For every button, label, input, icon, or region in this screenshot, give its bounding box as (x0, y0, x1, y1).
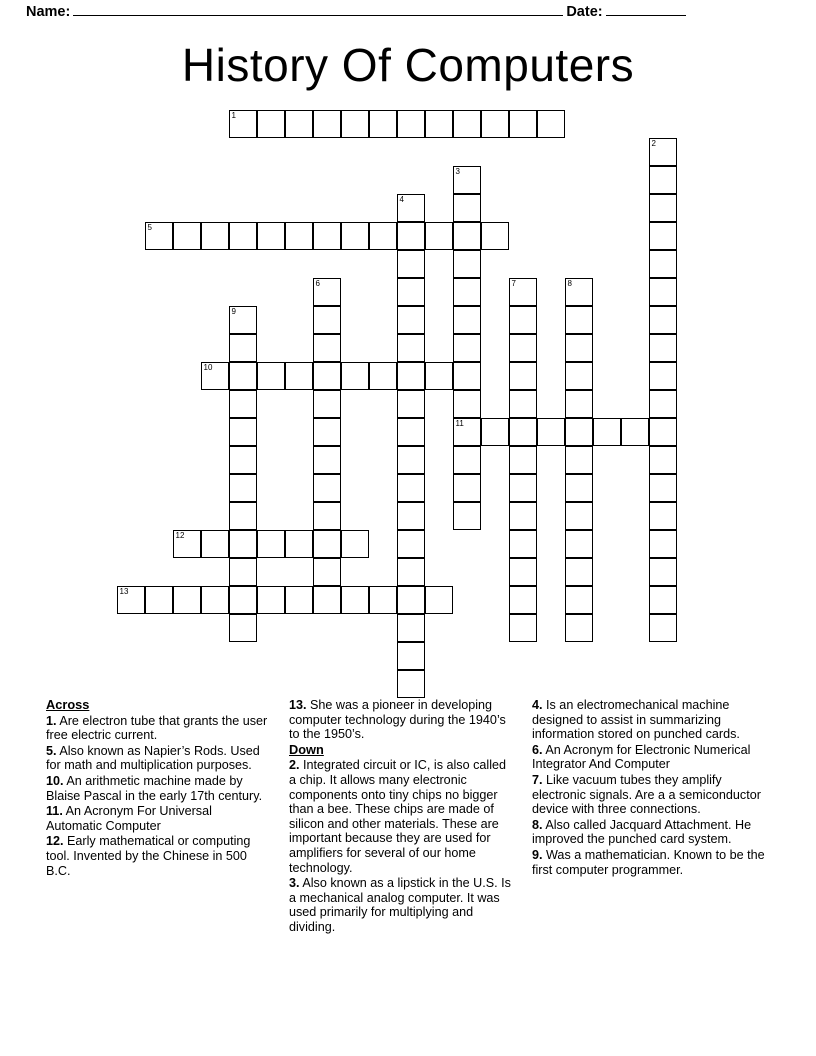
crossword-cell[interactable] (565, 474, 593, 502)
clue-text: An arithmetic machine made by Blaise Pascal in the early 17th century. (46, 773, 263, 803)
crossword-cell[interactable] (649, 278, 677, 306)
crossword-cell[interactable] (397, 390, 425, 418)
crossword-cell[interactable] (257, 530, 285, 558)
crossword-cell[interactable] (313, 446, 341, 474)
crossword-cell[interactable] (341, 530, 369, 558)
crossword-cell[interactable] (145, 586, 173, 614)
clue-number: 6. (532, 742, 543, 757)
clue-down-8 (532, 818, 772, 847)
crossword-cell[interactable] (509, 390, 537, 418)
crossword-cell[interactable] (145, 222, 173, 250)
name-write-line[interactable] (73, 15, 563, 16)
clue-number: 7. (532, 772, 543, 787)
crossword-cell[interactable] (229, 446, 257, 474)
crossword-cell[interactable] (257, 362, 285, 390)
clue-number: 13. (289, 698, 307, 712)
cell-number: 10 (203, 363, 213, 372)
crossword-cell[interactable] (229, 558, 257, 586)
clue-number: 12. (46, 834, 64, 849)
crossword-cell[interactable] (593, 418, 621, 446)
crossword-cell[interactable] (341, 586, 369, 614)
clue-number: 10. (46, 773, 64, 788)
crossword-cell[interactable] (313, 390, 341, 418)
clue-number: 9. (532, 847, 543, 862)
crossword-cell[interactable] (313, 530, 341, 558)
clue-down-6 (532, 743, 772, 772)
clues-column-1 (46, 698, 268, 879)
crossword-cell[interactable] (453, 390, 481, 418)
cell-number: 11 (455, 419, 464, 428)
clue-number: 4. (532, 698, 543, 712)
clue-down-7 (532, 773, 772, 817)
crossword-cell[interactable] (229, 306, 257, 334)
crossword-cell[interactable] (565, 278, 593, 306)
crossword-cell[interactable] (565, 334, 593, 362)
cell-number: 3 (455, 167, 460, 176)
crossword-cell[interactable] (397, 558, 425, 586)
crossword-cell[interactable] (285, 530, 313, 558)
crossword-cell[interactable] (509, 558, 537, 586)
crossword-cell[interactable] (509, 474, 537, 502)
crossword-cell[interactable] (397, 614, 425, 642)
clue-text: An Acronym For Universal Automatic Computer (46, 804, 212, 833)
cell-number: 6 (315, 279, 320, 288)
clues-column-2 (289, 698, 511, 936)
crossword-cell[interactable] (313, 502, 341, 530)
crossword-cell[interactable] (649, 390, 677, 418)
crossword-cell[interactable] (285, 222, 313, 250)
crossword-cell[interactable] (397, 278, 425, 306)
crossword-cell[interactable] (201, 530, 229, 558)
clue-across-11 (46, 804, 268, 833)
crossword-cell[interactable] (565, 390, 593, 418)
crossword-cell[interactable] (565, 586, 593, 614)
crossword-cell[interactable] (313, 418, 341, 446)
crossword-cell[interactable] (369, 362, 397, 390)
clue-text: An Acronym for Electronic Numerical Integrator And Computer (532, 742, 751, 772)
crossword-cell[interactable] (201, 586, 229, 614)
clue-across-10 (46, 774, 268, 803)
clue-text: Are electron tube that grants the user free electric current. (46, 713, 268, 743)
crossword-cell[interactable] (285, 586, 313, 614)
crossword-cell[interactable] (173, 222, 201, 250)
crossword-cell[interactable] (453, 502, 481, 530)
crossword-cell[interactable] (509, 614, 537, 642)
crossword-cell[interactable] (369, 110, 397, 138)
crossword-cell[interactable] (649, 362, 677, 390)
crossword-cell[interactable] (229, 362, 257, 390)
crossword-cell[interactable] (565, 306, 593, 334)
crossword-cell[interactable] (313, 474, 341, 502)
crossword-cell[interactable] (453, 194, 481, 222)
clue-number: 8. (532, 817, 543, 832)
crossword-cell[interactable] (453, 362, 481, 390)
cell-number: 5 (147, 223, 152, 232)
crossword-cell[interactable] (565, 530, 593, 558)
crossword-cell[interactable] (565, 446, 593, 474)
crossword-cell[interactable] (313, 278, 341, 306)
crossword-cell[interactable] (425, 586, 453, 614)
crossword-cell[interactable] (173, 530, 201, 558)
crossword-cell[interactable] (201, 222, 229, 250)
crossword-cell[interactable] (509, 446, 537, 474)
cell-number: 13 (119, 587, 129, 596)
crossword-cell[interactable] (453, 446, 481, 474)
crossword-cell[interactable] (313, 110, 341, 138)
date-write-line[interactable] (606, 15, 686, 16)
crossword-cell[interactable] (257, 222, 285, 250)
crossword-cell[interactable] (565, 614, 593, 642)
crossword-cell[interactable] (313, 558, 341, 586)
crossword-cell[interactable] (453, 278, 481, 306)
crossword-cell[interactable] (397, 194, 425, 222)
clue-text: Also known as Napier’s Rods. Used for math and multiplication purposes. (46, 743, 260, 773)
crossword-cell[interactable] (453, 306, 481, 334)
crossword-cell[interactable] (649, 306, 677, 334)
crossword-cell[interactable] (537, 110, 565, 138)
crossword-cell[interactable] (621, 418, 649, 446)
crossword-cell[interactable] (369, 586, 397, 614)
crossword-cell[interactable] (201, 362, 229, 390)
clue-number: 11. (46, 804, 63, 819)
clue-text: Like vacuum tubes they amplify electronic signals. Are a a semiconductor device with three connections. (532, 772, 761, 817)
crossword-cell[interactable] (565, 418, 593, 446)
crossword-cell[interactable] (397, 306, 425, 334)
crossword-cell[interactable] (565, 558, 593, 586)
crossword-cell[interactable] (509, 586, 537, 614)
crossword-cell[interactable] (341, 222, 369, 250)
crossword-cell[interactable] (229, 530, 257, 558)
crossword-cell[interactable] (397, 110, 425, 138)
crossword-cell[interactable] (509, 278, 537, 306)
crossword-cell[interactable] (453, 166, 481, 194)
clue-across-5 (46, 744, 268, 773)
crossword-cell[interactable] (481, 418, 509, 446)
clue-number: 3. (289, 876, 300, 891)
crossword-cell[interactable] (229, 222, 257, 250)
crossword-cell[interactable] (565, 502, 593, 530)
crossword-cell[interactable] (453, 418, 481, 446)
crossword-cell[interactable] (397, 642, 425, 670)
crossword-cell[interactable] (229, 614, 257, 642)
crossword-cell[interactable] (229, 110, 257, 138)
clue-number: 5. (46, 743, 57, 758)
crossword-cell[interactable] (341, 362, 369, 390)
clue-number: 2. (289, 758, 300, 773)
cell-number: 7 (511, 279, 516, 288)
crossword-cell[interactable] (649, 614, 677, 642)
clues-section (46, 698, 771, 968)
cell-number: 4 (399, 195, 404, 204)
cell-number: 9 (231, 307, 236, 316)
crossword-cell[interactable] (397, 334, 425, 362)
crossword-cell[interactable] (425, 110, 453, 138)
crossword-cell[interactable] (397, 670, 425, 698)
crossword-cell[interactable] (257, 110, 285, 138)
crossword-cell[interactable] (425, 362, 453, 390)
crossword-cell[interactable] (649, 502, 677, 530)
crossword-cell[interactable] (509, 418, 537, 446)
clue-down-4 (532, 698, 772, 742)
crossword-cell[interactable] (397, 502, 425, 530)
crossword-cell[interactable] (257, 586, 285, 614)
cell-number: 1 (231, 111, 236, 120)
crossword-cell[interactable] (397, 446, 425, 474)
clue-text: Is an electromechanical machine designed to assist in summarizing information stored on punched cards. (532, 698, 740, 742)
crossword-cell[interactable] (397, 418, 425, 446)
across-heading: Across (46, 697, 90, 712)
crossword-cell[interactable] (453, 334, 481, 362)
crossword-cell[interactable] (229, 502, 257, 530)
crossword-grid[interactable] (0, 110, 816, 670)
clue-down-3 (289, 876, 511, 934)
crossword-cell[interactable] (369, 222, 397, 250)
crossword-cell[interactable] (565, 362, 593, 390)
crossword-cell[interactable] (453, 250, 481, 278)
cell-number: 2 (651, 139, 656, 148)
crossword-cell[interactable] (649, 418, 677, 446)
crossword-cell[interactable] (229, 418, 257, 446)
crossword-cell[interactable] (649, 446, 677, 474)
crossword-cell[interactable] (313, 306, 341, 334)
crossword-cell[interactable] (285, 362, 313, 390)
crossword-cell[interactable] (649, 530, 677, 558)
crossword-cell[interactable] (509, 530, 537, 558)
clue-text: Was a mathematician. Known to be the first computer programmer. (532, 847, 765, 877)
crossword-cell[interactable] (453, 222, 481, 250)
crossword-cell[interactable] (453, 474, 481, 502)
down-heading: Down (289, 741, 324, 757)
clue-text: Also known as a lipstick in the U.S. Is a mechanical analog computer. It was used primarily for multiplying and dividing. (289, 876, 511, 934)
name-date-header (26, 4, 790, 20)
crossword-cell[interactable] (649, 250, 677, 278)
crossword-cell[interactable] (313, 222, 341, 250)
clue-across-1 (46, 714, 268, 743)
name-label: Name: (26, 4, 71, 20)
crossword-cell[interactable] (649, 194, 677, 222)
crossword-cell[interactable] (117, 586, 145, 614)
clue-across-13 (289, 698, 511, 742)
crossword-cell[interactable] (649, 474, 677, 502)
crossword-cell[interactable] (509, 334, 537, 362)
crossword-cell[interactable] (537, 418, 565, 446)
crossword-cell[interactable] (649, 166, 677, 194)
clue-text: Integrated circuit or IC, is also called a chip. It allows many electronic components onto tiny chips no bigger than a bee. These chips are made of silicon and other materials. These are important because they are used for amplifiers for several of our home technology. (289, 758, 507, 875)
page-title: History Of Computers (181, 39, 635, 91)
cell-number: 8 (567, 279, 572, 288)
crossword-cell[interactable] (313, 586, 341, 614)
crossword-cell[interactable] (649, 586, 677, 614)
clue-text: Early mathematical or computing tool. Invented by the Chinese in 500 B.C. (46, 834, 251, 878)
crossword-cell[interactable] (481, 110, 509, 138)
crossword-cell[interactable] (173, 586, 201, 614)
crossword-cell[interactable] (397, 362, 425, 390)
crossword-cell[interactable] (509, 306, 537, 334)
crossword-cell[interactable] (649, 558, 677, 586)
crossword-cell[interactable] (649, 334, 677, 362)
date-label: Date: (566, 4, 603, 20)
crossword-cell[interactable] (397, 586, 425, 614)
crossword-cell[interactable] (481, 222, 509, 250)
crossword-cell[interactable] (509, 362, 537, 390)
crossword-cell[interactable] (341, 110, 369, 138)
crossword-cell[interactable] (649, 222, 677, 250)
crossword-cell[interactable] (425, 222, 453, 250)
clue-text: Also called Jacquard Attachment. He improved the punched card system. (532, 817, 752, 847)
crossword-cell[interactable] (509, 110, 537, 138)
clue-across-12 (46, 834, 268, 878)
crossword-cell[interactable] (649, 138, 677, 166)
crossword-cell[interactable] (397, 222, 425, 250)
clue-text: She was a pioneer in developing computer technology during the 1940’s to the 1950’s. (289, 698, 506, 742)
crossword-cell[interactable] (229, 390, 257, 418)
crossword-cell[interactable] (285, 110, 313, 138)
clue-down-2 (289, 758, 511, 875)
crossword-cell[interactable] (313, 334, 341, 362)
crossword-cell[interactable] (229, 474, 257, 502)
crossword-cell[interactable] (453, 110, 481, 138)
crossword-cell[interactable] (397, 530, 425, 558)
clues-column-3 (532, 698, 772, 878)
clue-number: 1. (46, 713, 57, 728)
cell-number: 12 (175, 531, 185, 540)
crossword-cell[interactable] (397, 250, 425, 278)
crossword-cell[interactable] (313, 362, 341, 390)
crossword-cell[interactable] (397, 474, 425, 502)
crossword-cell[interactable] (509, 502, 537, 530)
clue-down-9 (532, 848, 772, 877)
crossword-cell[interactable] (229, 334, 257, 362)
crossword-cell[interactable] (229, 586, 257, 614)
